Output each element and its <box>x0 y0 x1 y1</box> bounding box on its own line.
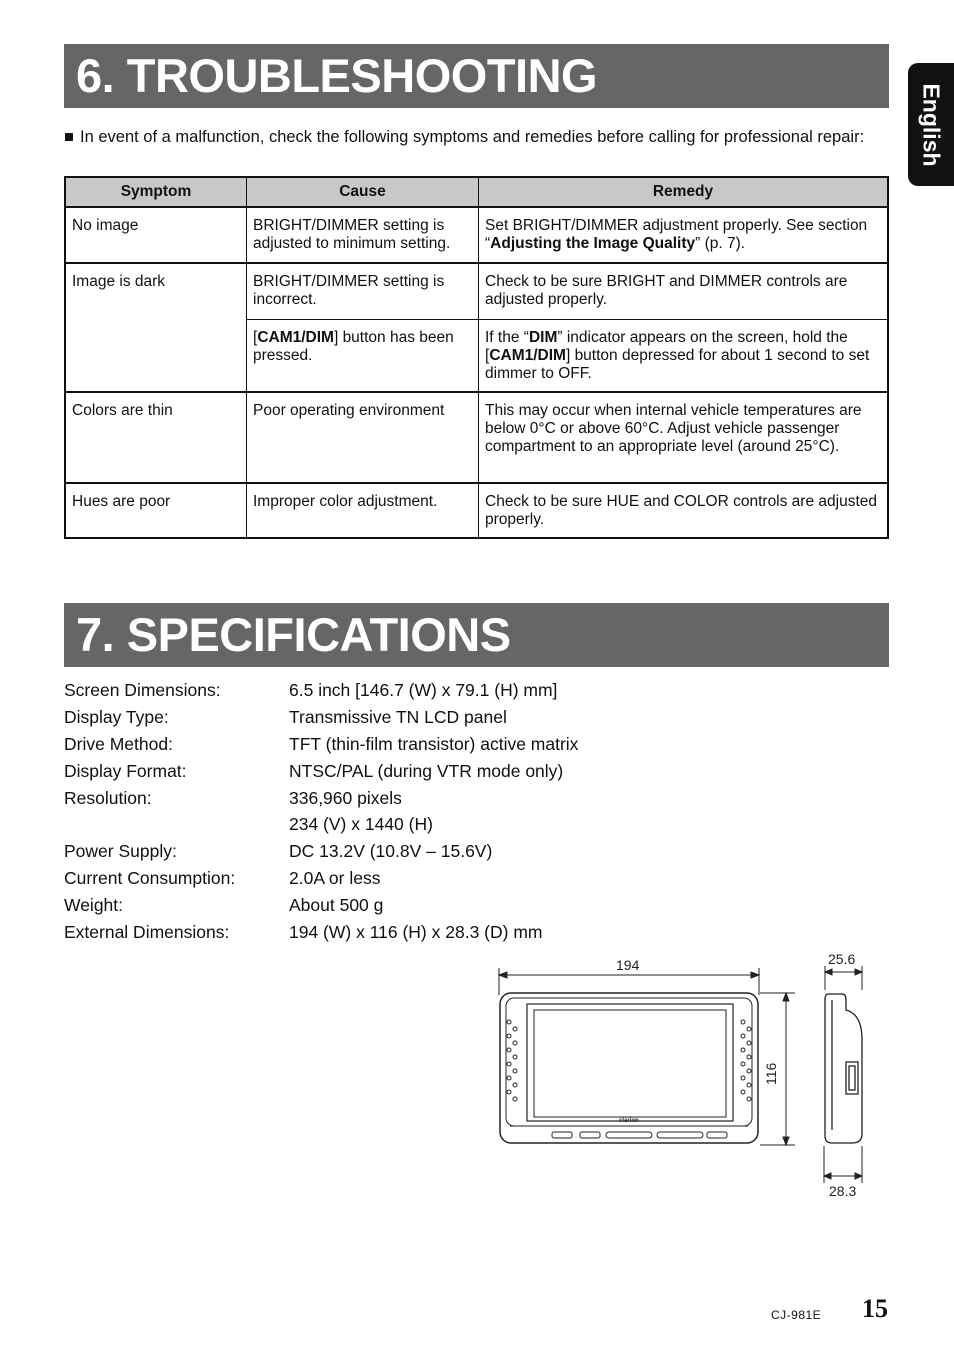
power-button-icon <box>552 1132 572 1138</box>
remedy-text: Set BRIGHT/DIMMER adjustment properly. See section “ <box>485 217 868 252</box>
spec-value: 194 (W) x 116 (H) x 28.3 (D) mm <box>289 922 543 943</box>
spec-label: Resolution: <box>64 787 152 808</box>
cause-cell: Improper color adjustment. <box>247 483 479 538</box>
mode-button-icon <box>580 1132 600 1138</box>
cam-dim-button-icon <box>707 1132 727 1138</box>
arrow-icon <box>825 969 832 975</box>
cause-text: [ <box>253 328 258 346</box>
column-header-remedy: Remedy <box>479 177 889 207</box>
spec-label: Display Type: <box>64 706 169 727</box>
spec-value: Transmissive TN LCD panel <box>289 706 507 727</box>
side-depth-bottom-label: 28.3 <box>829 1183 857 1199</box>
remedy-bold-text: Adjusting the Image Quality <box>490 235 696 252</box>
symptom-cell: Colors are thin <box>65 392 247 483</box>
arrow-icon <box>855 969 862 975</box>
symptom-cell: Hues are poor <box>65 483 247 538</box>
remedy-text: ” indicator appears on the screen, hold the [ <box>485 328 848 364</box>
spec-value: About 500 g <box>289 895 384 916</box>
model-number: CJ-981E <box>771 1308 822 1322</box>
remedy-text: If the “ <box>485 328 529 346</box>
remedy-bold-text: CAM1/DIM <box>489 346 566 364</box>
right-speaker-icon <box>741 1020 751 1101</box>
language-tab-label: English <box>918 82 945 167</box>
square-bullet-icon: ■ <box>64 128 74 146</box>
cause-cell: BRIGHT/DIMMER setting is incorrect. <box>247 263 479 319</box>
spec-value: NTSC/PAL (during VTR mode only) <box>289 760 564 781</box>
monitor-screen-frame <box>527 1004 733 1121</box>
spec-value: 234 (V) x 1440 (H) <box>289 814 433 835</box>
arrow-icon <box>824 1173 831 1179</box>
remedy-cell: This may occur when internal vehicle temperatures are below 0°C or above 60°C. Adjust vehicle passenger compartment to an appropriate level (around 25°C). <box>479 392 889 483</box>
left-speaker-icon <box>507 1020 517 1101</box>
monitor-bezel <box>506 998 752 1126</box>
symptom-cell: No image <box>65 207 247 263</box>
specifications-heading: 7. SPECIFICATIONS <box>64 603 889 667</box>
arrow-icon <box>751 972 759 978</box>
side-depth-top-label: 25.6 <box>828 951 856 967</box>
spec-label: Current Consumption: <box>64 868 236 889</box>
spec-value: 2.0A or less <box>289 868 381 889</box>
arrow-icon <box>855 1173 862 1179</box>
column-header-symptom: Symptom <box>65 177 247 207</box>
page-number: 15 <box>862 1294 888 1323</box>
spec-label: Power Supply: <box>64 841 177 862</box>
arrow-icon <box>499 972 507 978</box>
spec-label: Display Format: <box>64 760 187 781</box>
monitor-screen <box>534 1010 726 1117</box>
cause-bold-text: CAM1/DIM <box>257 328 334 346</box>
spec-label: Weight: <box>64 895 124 916</box>
height-dimension-label: 116 <box>763 1062 779 1085</box>
remedy-text: ” (p. 7). <box>695 235 746 252</box>
spec-label: Drive Method: <box>64 733 173 754</box>
adjust-button-icon <box>657 1132 703 1138</box>
remedy-text: ] button depressed for about 1 second to set dimmer to OFF. <box>485 346 870 382</box>
spec-label: External Dimensions: <box>64 922 230 943</box>
width-dimension-label: 194 <box>616 957 640 973</box>
column-header-cause: Cause <box>247 177 479 207</box>
spec-value: 336,960 pixels <box>289 787 402 808</box>
symptom-cell: Image is dark <box>65 263 247 392</box>
arrow-icon <box>783 1137 789 1145</box>
remedy-cell: Check to be sure BRIGHT and DIMMER controls are adjusted properly. <box>479 263 889 319</box>
spec-label: Screen Dimensions: <box>64 680 221 700</box>
brand-logo: clarion <box>619 1118 639 1124</box>
troubleshooting-heading: 6. TROUBLESHOOTING <box>64 44 889 108</box>
intro-text: In event of a malfunction, check the following symptoms and remedies before calling for professional repair: <box>80 128 865 146</box>
remedy-bold-text: DIM <box>528 328 558 346</box>
cause-text: ] button has been pressed. <box>253 328 454 364</box>
spec-value: TFT (thin-film transistor) active matrix <box>289 733 579 754</box>
spec-value: DC 13.2V (10.8V – 15.6V) <box>289 841 493 862</box>
select-button-icon <box>606 1132 652 1138</box>
remedy-cell: Check to be sure HUE and COLOR controls are adjusted properly. <box>479 483 889 538</box>
cause-cell: BRIGHT/DIMMER setting is adjusted to minimum setting. <box>247 207 479 263</box>
arrow-icon <box>783 993 789 1001</box>
cause-cell: Poor operating environment <box>247 392 479 483</box>
monitor-side-view <box>825 994 862 1143</box>
spec-value: 6.5 inch [146.7 (W) x 79.1 (H) mm] <box>289 680 558 700</box>
